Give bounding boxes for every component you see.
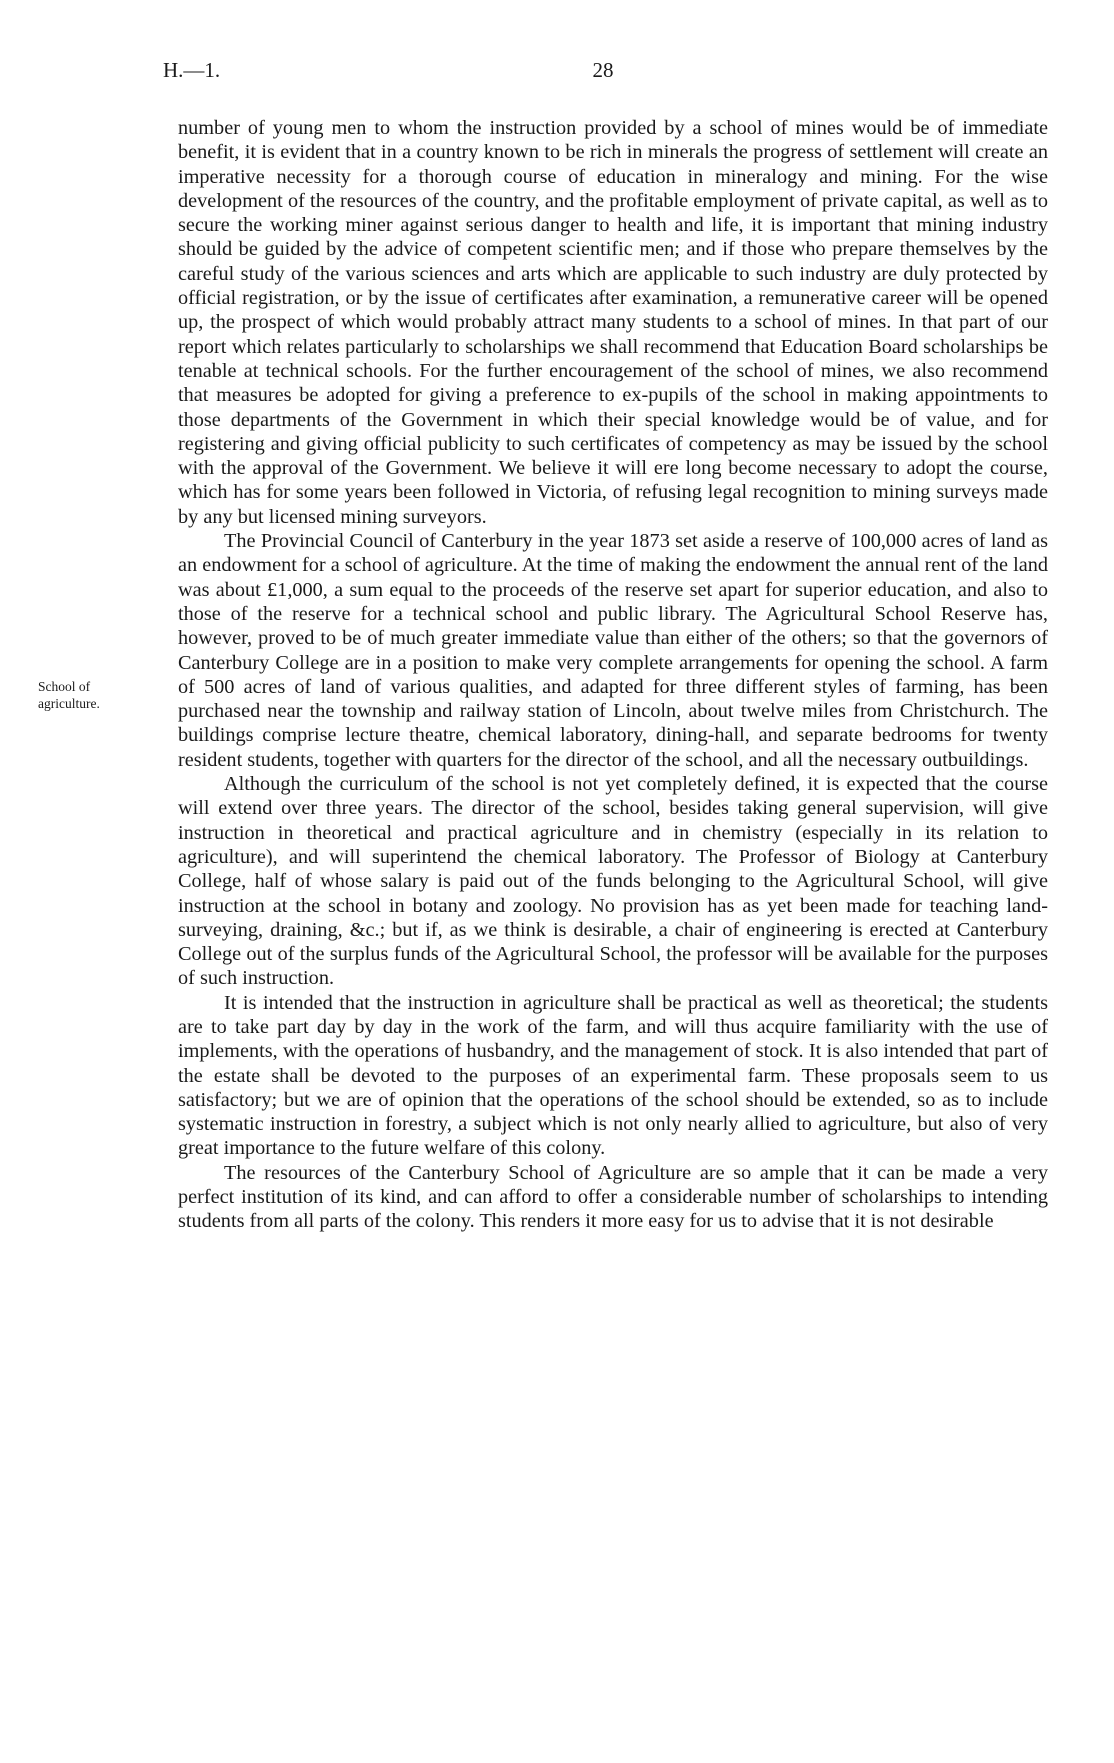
page-number: 28 [592, 58, 614, 82]
marginal-note-line: School of [38, 679, 91, 694]
paragraph-continued: number of young men to whom the instruction provided by a school of mines would be of immediate benefit, it is evident that in a country known to be rich in minerals the progress of settlement will create an imperative necessity for a thorough course of education in mineralogy and mining. For the wise development of the resources of the country, and the profitable employment of private capital, as well as to secure the working miner against serious danger to health and life, it is important that mining industry should be guided by the advice of competent scientific men; and if those who prepare themselves by the careful study of the various sciences and arts which are applicable to such industry are duly protected by official registration, or by the issue of certificates after examination, a remunerative career will be opened up, the prospect of which would probably attract many students to a school of mines. In that part of our report which relates particularly to scholarships we shall recommend that Education Board scholarships be tenable at technical schools. For the further encouragement of the school of mines, we also recommend that measures be adopted for giving a preference to ex-pupils of the school in making appointments to those departments of the Government in which their special knowledge would be of value, and for registering and giving official publicity to such certificates of competency as may be issued by the school with the approval of the Government. We believe it will ere long become necessary to adopt the course, which has for some years been followed in Victoria, of refusing legal recognition to mining surveys made by any but licensed mining surveyors. [178, 117, 1048, 528]
paragraph-resources: The resources of the Canterbury School of Agriculture are so ample that it can be made a very perfect institution of its kind, and can afford to offer a considerable number of scholarships to intending students from all parts of the colony. This renders it more easy for us to advise that it is not desirable [178, 1161, 1048, 1233]
marginal-note-line: agriculture. [38, 696, 100, 711]
paragraph-curriculum: Although the curriculum of the school is not yet completely defined, it is expected that the course will extend over three years. The director of the school, besides taking general supervision, will give instruction in theoretical and practical agriculture and in chemistry (especially in its relation to agriculture), and will superintend the chemical laboratory. The Professor of Biology at Canterbury College, half of whose salary is paid out of the funds belonging to the Agricultural School, will give instruction at the school in botany and zoology. No provision has as yet been made for teaching land-surveying, draining, &c.; but if, as we think is desirable, a chair of engineering is erected at Canterbury College out of the surplus funds of the Agricultural School, the professor will be available for the purposes of such instruction. [178, 773, 1048, 990]
body-text [178, 116, 1048, 1234]
marginal-note [38, 678, 138, 712]
paragraph-practical-instruction: It is intended that the instruction in agriculture shall be practical as well as theoretical; the students are to take part day by day in the work of the farm, and will thus acquire familiarity with the use of implements, with the operations of husbandry, and the management of stock. It is also intended that part of the estate shall be devoted to the purposes of an experimental farm. These proposals seem to us satisfactory; but we are of opinion that the operations of the school should be extended, so as to include systematic instruction in forestry, a subject which is not only nearly allied to agriculture, but also of very great importance to the future welfare of this colony. [178, 991, 1048, 1160]
paragraph-school-of-agriculture: The Provincial Council of Canterbury in the year 1873 set aside a reserve of 100,000 acres of land as an endowment for a school of agriculture. At the time of making the endowment the annual rent of the land was about £1,000, a sum equal to the proceeds of the reserve set apart for superior education, and also to those of the reserve for a technical school and public library. The Agricultural School Reserve has, however, proved to be of much greater immediate value than either of the others; so that the governors of Canterbury College are in a position to make very complete arrangements for opening the school. A farm of 500 acres of land of various qualities, and adapted for three different styles of farming, has been purchased near the township and railway station of Lincoln, about twelve miles from Christchurch. The buildings comprise lecture theatre, chemical laboratory, dining-hall, and separate bedrooms for twenty resident students, together with quarters for the director of the school, and all the necessary outbuildings. [178, 530, 1048, 771]
document-reference: H.—1. [163, 58, 221, 82]
page-header [163, 58, 1043, 88]
